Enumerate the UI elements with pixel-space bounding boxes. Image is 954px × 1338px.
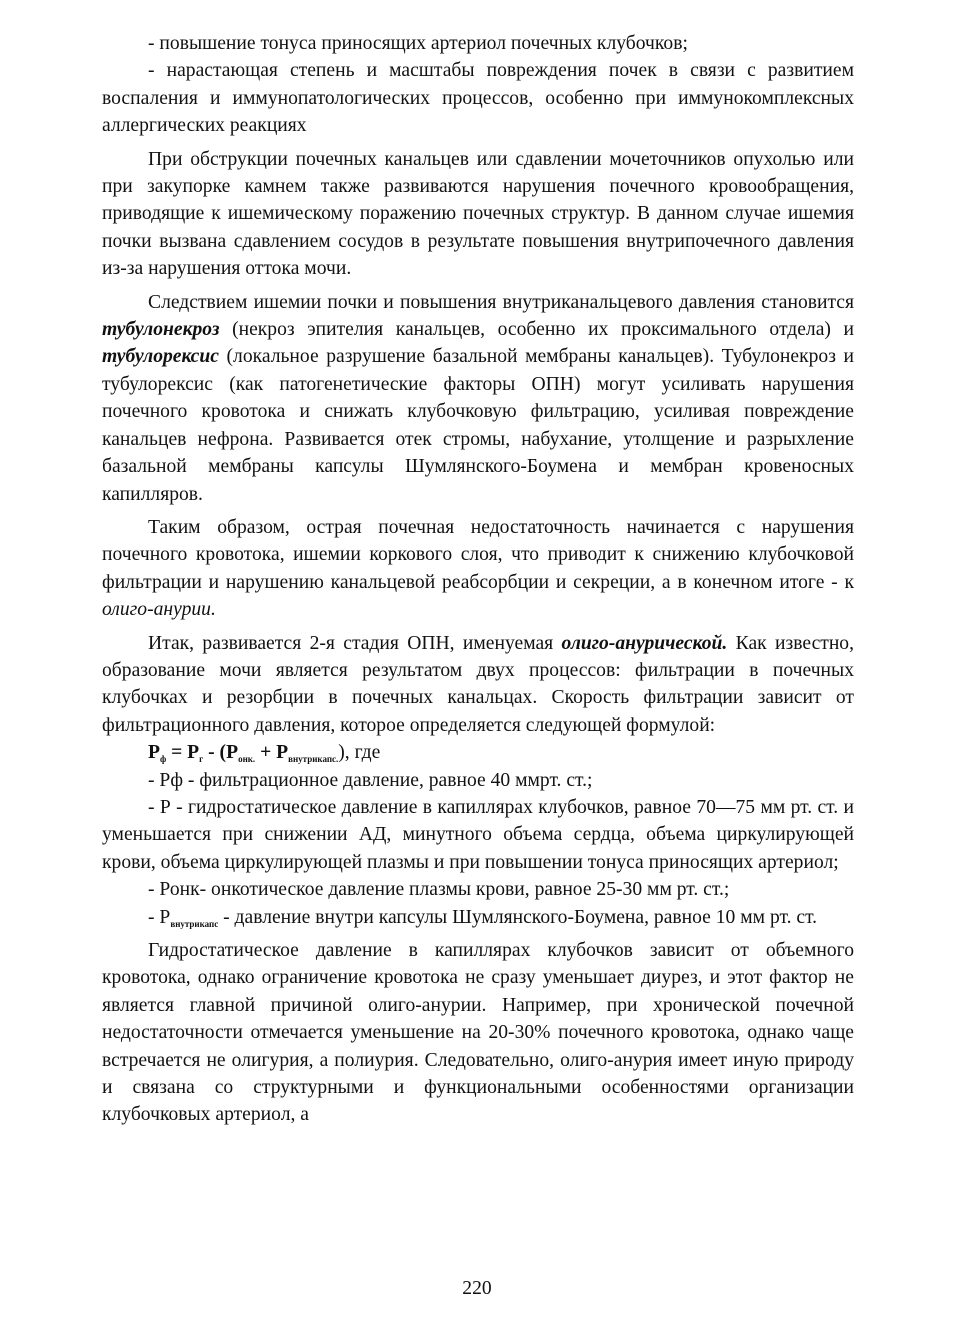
text-span: - Р xyxy=(148,906,171,928)
definition-hydrostatic-pressure: - Р - гидростатическое давление в капиллярах клубочков, равное 70—75 мм рт. ст. и уменьшается при снижении АД, минутного объема сердца, объема циркулирующей крови, объема циркулирующей плазмы и при повышении тонуса приносящих артериол; xyxy=(102,796,854,873)
term-oligo-anuric: олиго-анурической. xyxy=(561,632,728,654)
text-span: - давление внутри капсулы Шумлянского-Боумена, равное 10 мм рт. ст. xyxy=(218,906,818,928)
text-span: Таким образом, острая почечная недостаточность начинается с нарушения почечного кровотока, ишемии коркового слоя, что приводит к снижению клубочковой фильтрации и нарушению канальцевой реабсорбции и секреции, а в конечном итоге - к xyxy=(102,516,854,593)
paragraph-second-stage xyxy=(102,630,854,740)
page-number: 220 xyxy=(462,1278,492,1299)
formula-tail: ), где xyxy=(338,742,381,764)
symbol-p: Р xyxy=(148,742,160,764)
definition-oncotic-pressure: - Ронк- онкотическое давление плазмы крови, равное 25-30 мм рт. ст.; xyxy=(148,879,730,901)
page-body xyxy=(102,30,854,1129)
term-tubulorrhexis: тубулорексис xyxy=(102,346,219,368)
symbol-p: Р xyxy=(226,742,239,764)
subscript: внутрикапс. xyxy=(288,754,339,765)
paragraph-obstruction: При обструкции почечных канальцев или сдавлении мочеточников опухолью или при закупорке камнем также развиваются нарушения почечного кровообращения, приводящие к ишемическому поражению почечных структур. В данном случае ишемия почки вызвана сдавлением сосудов в результате повышения внутрипочечного давления из-за нарушения оттока мочи. xyxy=(102,148,854,280)
paragraph-arteriole-tone: - повышение тонуса приносящих артериол почечных клубочков; xyxy=(148,33,688,54)
paragraph-kidney-damage: - нарастающая степень и масштабы повреждения почек в связи с развитием воспаления и иммунопатологических процессов, особенно при иммунокомплексных аллергических реакциях xyxy=(102,60,854,137)
operator: + xyxy=(255,742,277,764)
subscript: г xyxy=(199,754,204,765)
definition-capsule-pressure xyxy=(102,904,854,931)
term-oligo-anuria: олиго-анурии. xyxy=(102,599,216,621)
symbol-p: Р xyxy=(187,742,200,764)
text-span: Итак, развивается 2-я стадия ОПН, именуемая xyxy=(148,632,562,654)
filtration-formula xyxy=(102,739,854,766)
paragraph-conclusion xyxy=(102,514,854,624)
term-tubulonecrosis: тубулонекроз xyxy=(102,319,220,341)
text-span: Следствием ишемии почки и повышения внутриканальцевого давления становится xyxy=(148,291,854,313)
text-span: Как известно, образование мочи является результатом двух процессов: фильтрации в почечных клубочках и резорбции в почечных канальцах. Скорость фильтрации зависит от фильтрационного давления, которое определяется следующей формулой: xyxy=(102,632,855,736)
subscript: онк. xyxy=(238,754,256,765)
subscript: внутрикапс xyxy=(170,918,219,929)
text-span: (локальное разрушение базальной мембраны канальцев). Тубулонекроз и тубулорексис (как патогенетические факторы ОПН) могут усиливать нарушения почечного кровотока и снижать клубочковую фильтрацию, усиливая повреждение канальцев нефрона. Развивается отек стромы, набухание, утолщение и разрыхление базальной мембраны капсулы Шумлянского-Боумена и мембран кровеносных капилляров. xyxy=(102,346,854,505)
symbol-p: Р xyxy=(276,742,289,764)
paragraph-hydrostatic-dependence: Гидростатическое давление в капиллярах клубочков зависит от объемного кровотока, однако ограничение кровотока не сразу уменьшает диурез, и этот фактор не является главной причиной олиго-анурии. Например, при хронической почечной недостаточности отмечается уменьшение на 20-30% почечного кровотока, однако чаще встречается не олигурия, а полиурия. Следовательно, олиго-анурия имеет иную природу и связана со структурными и функциональными особенностями организации клубочковых артериол, а xyxy=(102,940,854,1126)
subscript: ф xyxy=(159,754,167,765)
text-span: (некроз эпителия канальцев, особенно их проксимального отдела) и xyxy=(219,319,854,341)
operator: - ( xyxy=(203,742,227,764)
definition-filtration-pressure: - Рф - фильтрационное давление, равное 40 ммрт. ст.; xyxy=(148,769,593,791)
paragraph-ischemia-consequences xyxy=(102,289,854,508)
operator: = xyxy=(166,742,188,764)
